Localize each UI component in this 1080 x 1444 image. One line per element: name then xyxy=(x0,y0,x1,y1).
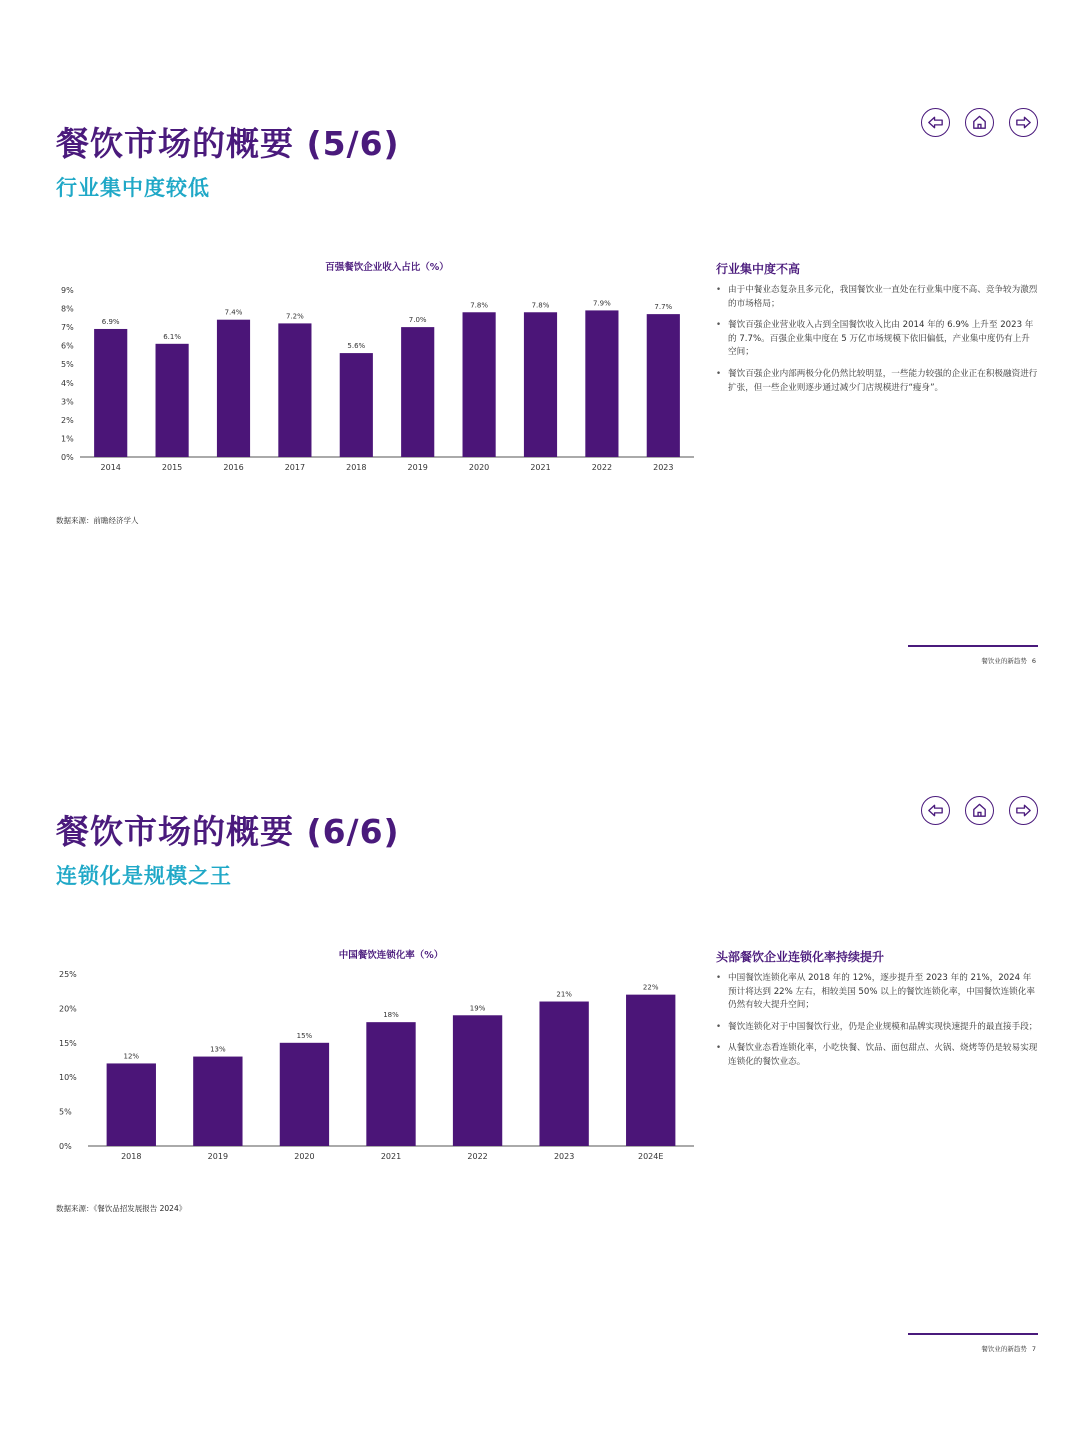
data-label: 7.9% xyxy=(593,299,611,308)
footer-divider xyxy=(908,645,1038,647)
bullet-list xyxy=(716,972,1038,1070)
x-tick-label: 2018 xyxy=(346,463,367,472)
y-tick-label: 8% xyxy=(61,304,74,314)
prev-button[interactable] xyxy=(921,796,950,825)
prev-button[interactable] xyxy=(921,108,950,137)
y-tick-label: 5% xyxy=(61,360,74,370)
chart-title: 中国餐饮连锁化率（%） xyxy=(338,950,444,961)
data-label: 22% xyxy=(642,983,659,992)
bar xyxy=(278,323,311,457)
bullet-item: • 餐饮百强企业内部两极分化仍然比较明显，一些能力较强的企业正在积极融资进行扩张，但一些企业则逐步通过减少门店规模进行“瘦身”。 xyxy=(716,368,1038,395)
footer-label: 餐饮业的新趋势 xyxy=(981,1345,1027,1353)
x-tick-label: 2024E xyxy=(638,1152,664,1161)
bar xyxy=(401,327,434,457)
slide-6 xyxy=(0,688,1080,1410)
data-label: 7.8% xyxy=(470,301,488,310)
data-label: 19% xyxy=(469,1004,486,1013)
x-tick-label: 2015 xyxy=(161,463,183,472)
insight-panel xyxy=(716,260,1038,403)
data-label: 12% xyxy=(123,1052,140,1061)
data-label: 6.9% xyxy=(101,317,120,326)
data-source: 数据来源：前瞻经济学人 xyxy=(56,516,139,525)
chart-top100-share xyxy=(48,250,708,490)
arrow-right-icon xyxy=(1014,801,1033,820)
bar xyxy=(453,1015,502,1146)
x-tick-label: 2017 xyxy=(284,463,306,472)
data-label: 13% xyxy=(210,1045,226,1054)
bar xyxy=(647,314,680,457)
nav-buttons xyxy=(921,108,1038,137)
bar xyxy=(539,1002,588,1146)
bar xyxy=(340,353,373,457)
x-tick-label: 2020 xyxy=(468,463,490,472)
nav-buttons xyxy=(921,796,1038,825)
y-tick-label: 3% xyxy=(61,397,74,407)
next-button[interactable] xyxy=(1009,108,1038,137)
y-tick-label: 4% xyxy=(61,378,74,388)
page-title: 餐饮市场的概要 (5/6) xyxy=(56,124,400,163)
bullet-item: • 由于中餐业态复杂且多元化，我国餐饮业一直处在行业集中度不高、竞争较为激烈的市场格局； xyxy=(716,284,1038,311)
bar xyxy=(280,1043,329,1146)
home-icon xyxy=(970,801,989,820)
bullet-item: • 餐饮连锁化对于中国餐饮行业，仍是企业规模和品牌实现快速提升的最直接手段； xyxy=(716,1021,1038,1035)
data-label: 7.4% xyxy=(224,308,243,317)
x-tick-label: 2022 xyxy=(467,1152,488,1161)
arrow-left-icon xyxy=(926,801,945,820)
data-source: 数据来源：《餐饮品招发展报告 2024》 xyxy=(56,1204,187,1213)
data-label: 7.0% xyxy=(408,316,427,325)
panel-title: 行业集中度不高 xyxy=(716,262,801,276)
x-tick-label: 2019 xyxy=(207,1152,229,1161)
y-tick-label: 20% xyxy=(59,1004,77,1014)
footer xyxy=(976,656,1036,665)
bar xyxy=(156,344,189,457)
bullet-item: • 餐饮百强企业营业收入占到全国餐饮收入比由 2014 年的 6.9% 上升至 2023 年的 7.7%。百强企业集中度在 5 万亿市场规模下依旧偏低，产业集中度仍有上升空间； xyxy=(716,319,1038,360)
chart-title: 百强餐饮企业收入占比（%） xyxy=(325,262,449,273)
next-button[interactable] xyxy=(1009,796,1038,825)
bullet-item: • 中国餐饮连锁化率从 2018 年的 12%，逐步提升至 2023 年的 21%，2024 年预计将达到 22% 左右，相较美国 50% 以上的餐饮连锁化率，中国餐饮连锁化率仍然有较大提升空间； xyxy=(716,972,1038,1013)
data-label: 5.6% xyxy=(347,342,366,351)
home-button[interactable] xyxy=(965,796,994,825)
bullet-list xyxy=(716,284,1038,395)
y-tick-label: 10% xyxy=(59,1073,77,1083)
bullet-item: • 从餐饮业态看连锁化率，小吃快餐、饮品、面包甜点、火锅、烧烤等仍是较易实现连锁化的餐饮业态。 xyxy=(716,1042,1038,1069)
page-subtitle: 行业集中度较低 xyxy=(56,176,210,200)
x-tick-label: 2014 xyxy=(100,463,121,472)
x-tick-label: 2021 xyxy=(380,1152,402,1161)
arrow-right-icon xyxy=(1014,113,1033,132)
y-tick-label: 1% xyxy=(61,434,74,444)
bar-chart xyxy=(48,938,708,1178)
bar xyxy=(217,320,250,457)
x-tick-label: 2020 xyxy=(294,1152,315,1161)
x-tick-label: 2023 xyxy=(553,1152,575,1161)
footer-divider xyxy=(908,1333,1038,1335)
y-tick-label: 2% xyxy=(61,415,74,425)
x-tick-label: 2023 xyxy=(653,463,674,472)
data-label: 7.2% xyxy=(286,312,304,321)
bar xyxy=(524,312,557,457)
bar xyxy=(107,1063,156,1146)
y-tick-label: 7% xyxy=(61,323,74,333)
home-icon xyxy=(970,113,989,132)
bar xyxy=(193,1057,242,1146)
insight-panel xyxy=(716,948,1038,1078)
x-tick-label: 2018 xyxy=(121,1152,142,1161)
data-label: 7.7% xyxy=(654,303,673,312)
y-tick-label: 6% xyxy=(61,341,74,351)
page-subtitle: 连锁化是规模之王 xyxy=(56,864,232,888)
bar xyxy=(463,312,496,457)
data-label: 15% xyxy=(296,1031,313,1040)
y-tick-label: 0% xyxy=(59,1142,72,1151)
page-title: 餐饮市场的概要 (6/6) xyxy=(56,812,400,851)
data-label: 21% xyxy=(556,990,572,999)
data-label: 6.1% xyxy=(163,332,181,341)
x-tick-label: 2019 xyxy=(407,463,428,472)
arrow-left-icon xyxy=(926,113,945,132)
panel-title: 头部餐饮企业连锁化率持续提升 xyxy=(716,950,885,964)
bar xyxy=(94,329,127,457)
y-tick-label: 0% xyxy=(61,453,74,462)
y-tick-label: 15% xyxy=(59,1038,77,1048)
page-number: 6 xyxy=(1031,657,1036,665)
bar xyxy=(585,310,618,457)
y-tick-label: 5% xyxy=(59,1107,72,1117)
x-tick-label: 2022 xyxy=(591,463,613,472)
y-tick-label: 9% xyxy=(61,286,74,295)
footer xyxy=(976,1344,1036,1353)
y-tick-label: 25% xyxy=(59,970,77,979)
page-number: 7 xyxy=(1031,1345,1036,1353)
bar xyxy=(366,1022,415,1146)
x-tick-label: 2021 xyxy=(530,463,551,472)
bar-chart xyxy=(48,250,708,490)
chart-chain-rate xyxy=(48,938,708,1178)
footer-label: 餐饮业的新趋势 xyxy=(981,657,1027,665)
x-tick-label: 2016 xyxy=(223,463,244,472)
home-button[interactable] xyxy=(965,108,994,137)
data-label: 7.8% xyxy=(531,301,550,310)
bar xyxy=(626,995,675,1146)
data-label: 18% xyxy=(383,1011,399,1020)
